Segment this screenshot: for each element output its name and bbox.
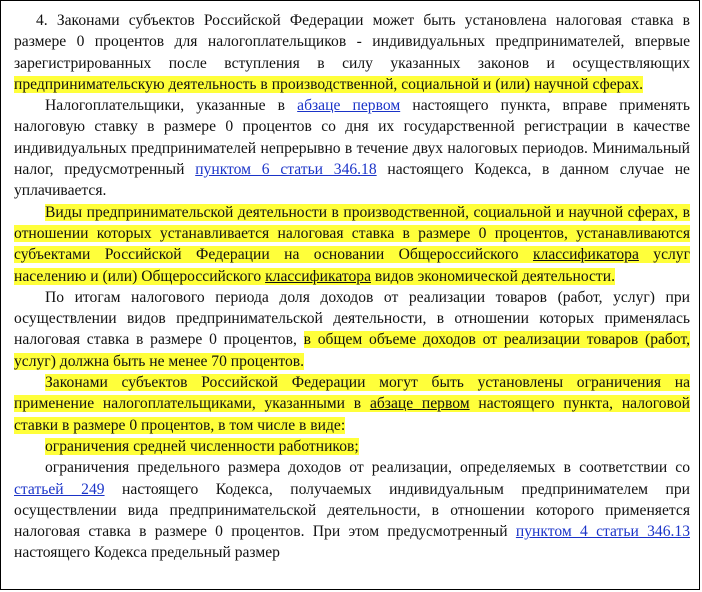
p3-highlight-1: Виды предпринимательской деятельности в производственной, социальной и научной сферах, в отношении которых устанавливается налоговая ставка в размере 0 процентов, устанавливаются субъектами Российской Федерации на основании Общероссийского bbox=[14, 203, 690, 264]
link-punkt-4-statya-346-13[interactable]: пунктом 4 статьи 346.13 bbox=[515, 523, 690, 541]
paragraph-3 bbox=[14, 202, 690, 287]
paragraph-2 bbox=[14, 95, 690, 201]
paragraph-6 bbox=[14, 436, 690, 457]
link-punkt-6-statya-346-18[interactable]: пунктом 6 статьи 346.18 bbox=[195, 161, 377, 179]
p4-highlight: в общем объеме доходов от реализации товаров (работ, услуг) должна быть не менее 70 процентов. bbox=[14, 331, 690, 370]
document-body bbox=[14, 10, 690, 564]
term-klassifikator-2: классификатора bbox=[265, 267, 371, 285]
paragraph-4 bbox=[14, 287, 690, 372]
p3-highlight-2: услуг населению и (или) Общероссийского bbox=[14, 246, 690, 285]
paragraph-1 bbox=[14, 10, 690, 95]
link-abzac-pervom[interactable]: абзаце первом bbox=[297, 97, 401, 115]
term-klassifikator-1: классификатора bbox=[532, 246, 639, 264]
p7-text-3: настоящего Кодекса предельный размер bbox=[14, 544, 280, 562]
p2-text-2: настоящего пункта, вправе применять налоговую ставку в размере 0 процентов со дня их государственной регистрации в качестве индивидуальных предпринимателей непрерывно в течение двух налоговых периодов. Минимальный налог, предусмотренный bbox=[14, 97, 690, 179]
p2-text-3: настоящего Кодекса, в данном случае не уплачивается. bbox=[14, 161, 690, 200]
paragraph-5 bbox=[14, 372, 690, 436]
p1-text: 4. Законами субъектов Российской Федерации может быть установлена налоговая ставка в размере 0 процентов для налогоплательщиков - индивидуальных предпринимателей, впервые зарегистрированных после вступления в силу указанных законов и осуществляющих bbox=[14, 12, 690, 72]
link-statya-249[interactable]: статьей 249 bbox=[14, 480, 105, 498]
link-abzac-pervom-2[interactable]: абзаце первом bbox=[369, 395, 470, 413]
p4-text: По итогам налогового периода доля доходов от реализации товаров (работ, услуг) при осуществлении видов предпринимательской деятельности, в отношении которых применялась налоговая ставка в размере 0 процентов, bbox=[14, 288, 690, 349]
paragraph-7 bbox=[14, 457, 690, 563]
p2-text-1: Налогоплательщики, указанные в bbox=[45, 97, 298, 115]
p6-highlight: ограничения средней численности работников; bbox=[45, 437, 359, 455]
p1-highlight: предпринимательскую деятельность в производственной, социальной и (или) научной сферах. bbox=[14, 75, 644, 93]
p3-highlight-3: видов экономической деятельности. bbox=[371, 267, 615, 285]
p7-text-2: настоящего Кодекса, получаемых индивидуальным предпринимателем при осуществлении вида предпринимательской деятельности, в отношении которого применяется налоговая ставка в размере 0 процентов. При этом предусмотренный bbox=[14, 480, 690, 541]
p5-highlight-1: Законами субъектов Российской Федерации могут быть установлены ограничения на применение налогоплательщиками, указанными в bbox=[14, 374, 690, 413]
p5-highlight-2: настоящего пункта, налоговой ставки в размере 0 процентов, в том числе в виде: bbox=[14, 395, 691, 434]
p7-text-1: ограничения предельного размера доходов от реализации, определяемых в соответствии со bbox=[45, 459, 690, 477]
